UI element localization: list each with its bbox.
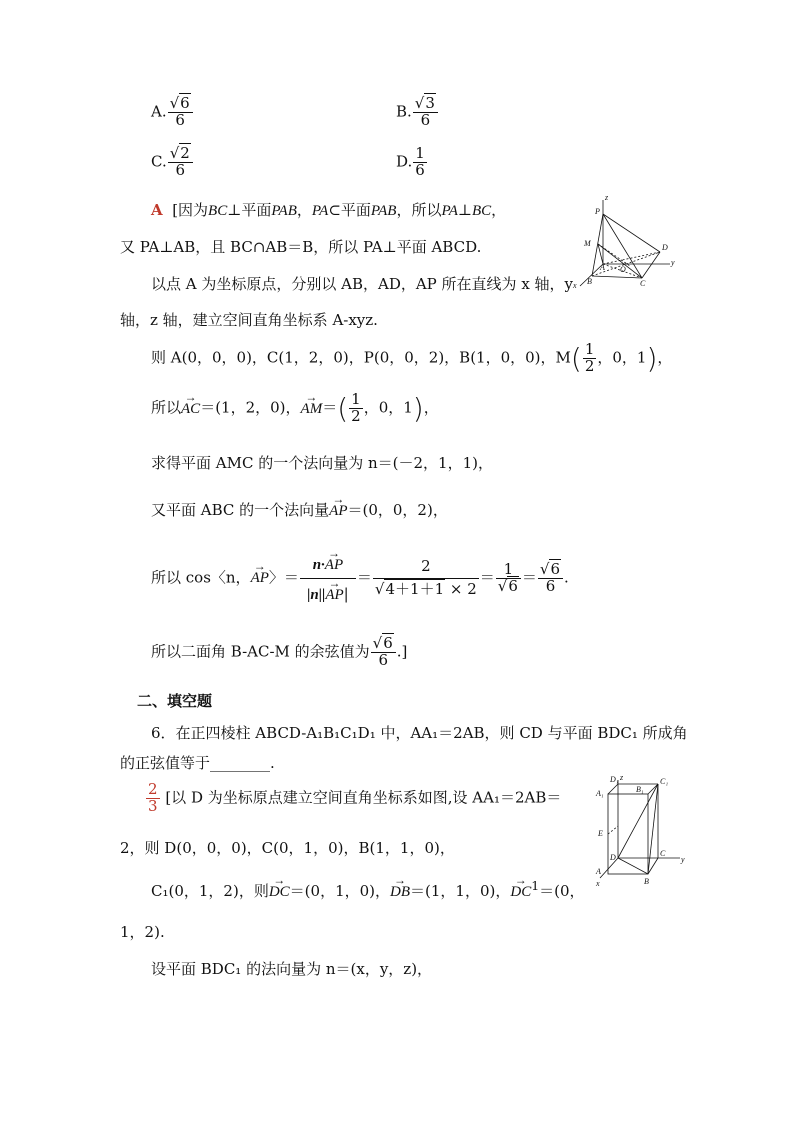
fig1-label-O: O	[620, 265, 626, 274]
fig2-label-E: E	[598, 829, 603, 838]
fig1-label-x: x	[573, 281, 577, 290]
fig1-label-D: D	[662, 243, 668, 252]
fig2-label-C1: C₁	[660, 777, 669, 786]
fig1-label-M: M	[584, 239, 591, 248]
pyramid-figure	[570, 192, 680, 292]
fig2-label-B: B	[644, 877, 649, 886]
fig2-label-B1: B₁	[636, 785, 644, 794]
fig1-label-A: A	[600, 263, 605, 272]
fig2-label-D: D	[610, 853, 616, 862]
answer6-line4: 1，2).	[120, 923, 165, 941]
fig2-label-C: C	[660, 849, 666, 858]
q6-line2: 的正弦值等于________.	[120, 754, 275, 772]
fig1-label-B: B	[587, 277, 592, 286]
answer5-line2: 又 PA⊥AB，且 BC∩AB＝B，所以 PA⊥平面 ABCD.	[120, 238, 482, 256]
fig1-label-C: C	[640, 279, 646, 288]
answer6-line2: 2，则 D(0，0，0)，C(0，1，0)，B(1，1，0)，	[120, 839, 455, 857]
option-d: D. $\frac{1}{6}$	[396, 144, 425, 179]
answer6-line3: C₁(0，1，2)，则→ DC＝(0，1，0)，→ DB＝(1，1，0)，→ $DC^1=(0$，	[151, 878, 585, 901]
option-b: B. $\frac{√3}{6}$	[396, 96, 439, 129]
option-a: A. $\frac{√6}{6}$	[151, 96, 194, 129]
answer5-line10: 所以二面角 B-AC-M 的余弦值为 $\frac{√6}{6}$ .]	[151, 634, 408, 669]
fig2-label-A1: A₁	[596, 789, 604, 798]
prism-figure	[588, 774, 688, 894]
answer5-line4: 轴，z 轴，建立空间直角坐标系 A-xyz.	[120, 311, 378, 329]
answer5-line8: 又平面 ABC 的一个法向量→ AP＝(0，0，2)，	[151, 499, 448, 520]
fig1-label-P: P	[595, 207, 600, 216]
fig2-label-z: z	[620, 774, 624, 782]
answer6-line5: 设平面 BDC₁ 的法向量为 n＝(x，y，z)，	[151, 960, 433, 978]
answer5-line1: A [因为BC⊥平面PAB，PA⊂平面PAB，所以PA⊥BC，	[151, 201, 507, 219]
answer5-cos-line: 所以 cos〈n，→ AP〉＝ $\frac{n\cdot\to AP}{|n||\to AP|}$ ＝ $\frac{2}{√4+1+1 \times 2}$ ＝ $\frac{1}{√6}$ ＝ $\frac{√6}{6}$ .	[151, 553, 569, 604]
answer5-line3: 以点 A 为坐标原点，分别以 AB，AD，AP 所在直线为 x 轴，y	[151, 275, 574, 293]
fig1-label-z: z	[605, 193, 609, 202]
answer6-line1: $\frac{2}{3}$ [以 D 为坐标原点建立空间直角坐标系如图,设 AA₁＝2AB＝	[148, 780, 562, 815]
fig1-label-y: y	[671, 258, 675, 267]
fig2-label-A: A	[596, 867, 601, 876]
fig2-label-D1: D₁	[610, 775, 619, 784]
answer5-line6: 所以→ AC＝(1，2，0)，→ AM＝( $\frac{1}{2}$ ，0，1)，	[151, 392, 439, 425]
answer5-line5: 则 A(0，0，0)，C(1，2，0)，P(0，0，2)，B(1，0，0)，M( $\frac{1}{2}$ ，0，1)，	[151, 340, 673, 375]
option-c: C. $\frac{√2}{6}$	[151, 146, 194, 179]
section-title: 二、填空题	[137, 692, 213, 710]
q6-line1: 6．在正四棱柱 ABCD-A₁B₁C₁D₁ 中，AA₁＝2AB，则 CD 与平面 BDC₁ 所成角	[151, 724, 688, 742]
fig2-label-y: y	[681, 855, 685, 864]
answer5-line7: 求得平面 AMC 的一个法向量为 n＝(－2，1，1)，	[151, 454, 493, 472]
fig2-label-x: x	[596, 879, 600, 888]
